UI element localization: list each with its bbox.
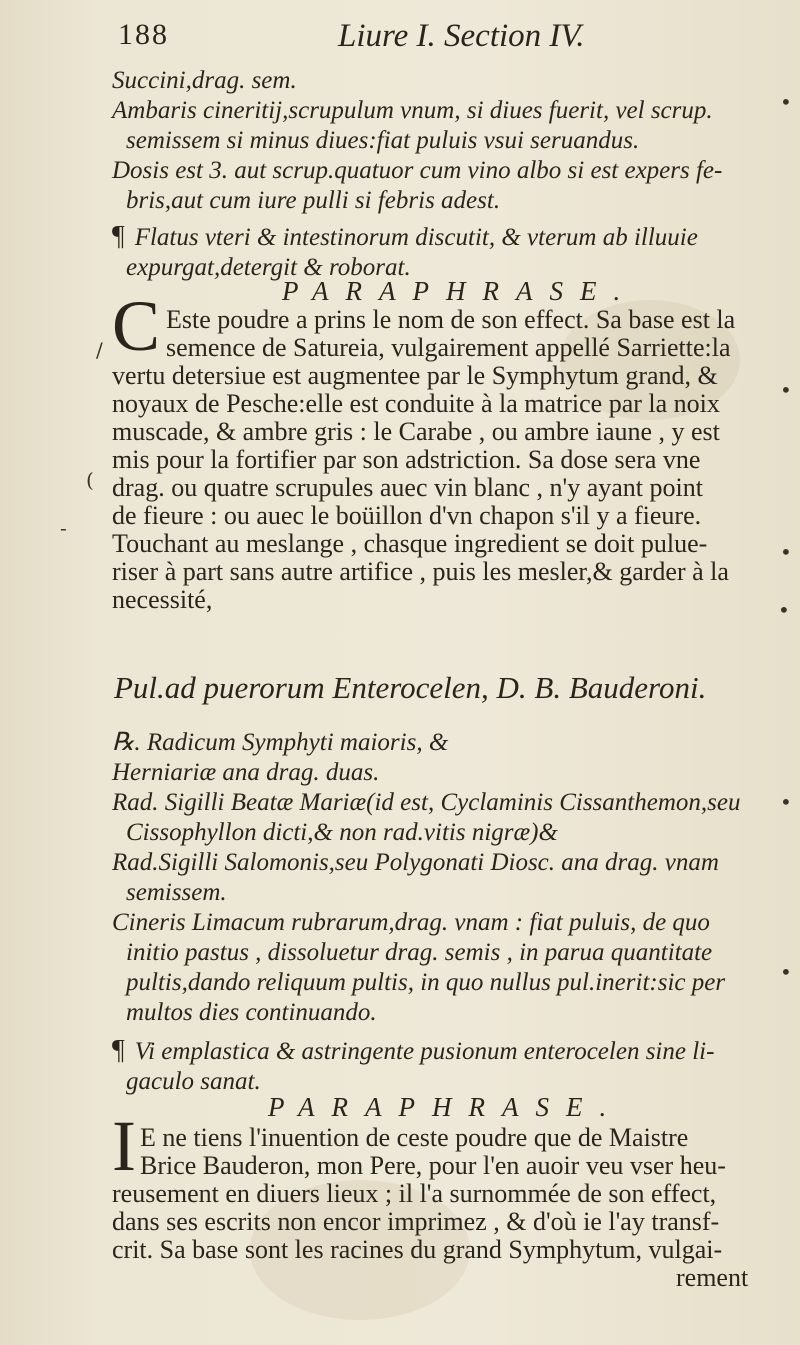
margin-mark: / bbox=[96, 338, 103, 362]
running-head: Liure I. Section IV. bbox=[338, 18, 585, 54]
latin-line: pultis,dando reliquum pultis, in quo nullus pul.inerit:sic per bbox=[126, 969, 726, 996]
french-line: crit. Sa base sont les racines du grand Symphytum, vulgai- bbox=[112, 1235, 723, 1264]
latin-note-1 bbox=[112, 222, 772, 283]
paraphrase-2-first-lines bbox=[140, 1124, 776, 1180]
latin-line: Cineris Limacum rubrarum,drag. vnam : fiat puluis, de quo bbox=[112, 909, 710, 936]
latin-line: Rad. Sigilli Beatæ Mariæ(id est, Cyclaminis Cissanthemon,seu bbox=[112, 789, 741, 816]
pilcrow-icon: ¶ bbox=[112, 221, 125, 252]
latin-note-line: ¶ Flatus vteri & intestinorum discutit, & vterum ab illuuie bbox=[112, 221, 698, 252]
latin-note-line: ¶ Vi emplastica & astringente pusionum enterocelen sine li- bbox=[112, 1035, 715, 1066]
french-line: E ne tiens l'inuention de ceste poudre que de Maistre bbox=[140, 1123, 689, 1152]
paraphrase-title-1: PARAPHRASE. bbox=[282, 276, 638, 306]
latin-line: Ambaris cineritij,scrupulum vnum, si diues fuerit, vel scrup. bbox=[112, 97, 713, 124]
paraphrase-1-body bbox=[112, 362, 772, 614]
french-line: noyaux de Pesche:elle est conduite à la matrice par la noix bbox=[112, 389, 720, 418]
latin-line: Herniariæ ana drag. duas. bbox=[112, 759, 380, 786]
paraphrase-title-2: PARAPHRASE. bbox=[268, 1092, 624, 1122]
latin-note-2 bbox=[112, 1036, 772, 1097]
paraphrase-1-first-lines bbox=[166, 306, 776, 362]
margin-mark: • bbox=[778, 598, 790, 622]
french-line: muscade, & ambre gris : le Carabe , ou ambre iaune , y est bbox=[112, 417, 720, 446]
latin-line: Cissophyllon dicti,& non rad.vitis nigræ)& bbox=[126, 819, 558, 846]
french-line: necessité, bbox=[112, 585, 213, 614]
latin-line: bris,aut cum iure pulli si febris adest. bbox=[126, 187, 501, 214]
french-line: dans ses escrits non encor imprimez , & d'où ie l'ay transf- bbox=[112, 1207, 720, 1236]
latin-line: Dosis est 3. aut scrup.quatuor cum vino albo si est expers fe- bbox=[112, 157, 723, 184]
french-line: drag. ou quatre scrupules auec vin blanc , n'y ayant point bbox=[112, 473, 703, 502]
latin-line: ℞. Radicum Symphyti maioris, & bbox=[112, 729, 449, 756]
latin-line: multos dies continuando. bbox=[126, 999, 377, 1026]
page-header bbox=[118, 18, 758, 62]
catchword: rement bbox=[676, 1263, 749, 1292]
margin-mark: - bbox=[60, 516, 67, 540]
french-line: Touchant au meslange , chasque ingredient se doit pulue- bbox=[112, 529, 708, 558]
margin-mark: • bbox=[780, 90, 792, 114]
french-line: Brice Bauderon, mon Pere, pour l'en auoir veu vser heu- bbox=[140, 1151, 726, 1180]
latin-line: semissem si minus diues:fiat puluis vsui seruandus. bbox=[126, 127, 640, 154]
margin-mark: • bbox=[780, 790, 792, 814]
margin-mark: ( bbox=[86, 468, 94, 492]
margin-mark: • bbox=[780, 540, 792, 564]
margin-mark: • bbox=[780, 378, 792, 402]
french-line: riser à part sans autre artifice , puis les mesler,& garder à la bbox=[112, 557, 729, 586]
french-line: vertu detersiue est augmentee par le Symphytum grand, & bbox=[112, 361, 718, 390]
latin-line: Succini,drag. sem. bbox=[112, 67, 297, 94]
latin-recipe-1 bbox=[112, 66, 772, 216]
french-line: semence de Satureia, vulgairement appellé Sarriette:la bbox=[166, 333, 731, 362]
latin-note-line: expurgat,detergit & roborat. bbox=[126, 254, 411, 281]
french-line: de fieure : ou auec le boüillon d'vn chapon s'il y a fieure. bbox=[112, 501, 702, 530]
latin-recipe-2 bbox=[112, 728, 772, 1028]
paraphrase-2-body bbox=[112, 1180, 772, 1264]
french-line: Este poudre a prins le nom de son effect. Sa base est la bbox=[166, 305, 736, 334]
latin-line: semissem. bbox=[126, 879, 227, 906]
drop-cap: C bbox=[112, 286, 161, 366]
margin-mark: • bbox=[780, 960, 792, 984]
drop-cap: I bbox=[112, 1106, 136, 1186]
pilcrow-icon: ¶ bbox=[112, 1035, 125, 1066]
latin-line: Rad.Sigilli Salomonis,seu Polygonati Diosc. ana drag. vnam bbox=[112, 849, 719, 876]
page-number: 188 bbox=[118, 18, 169, 51]
latin-line: initio pastus , dissoluetur drag. semis , in parua quantitate bbox=[126, 939, 713, 966]
latin-note-line: gaculo sanat. bbox=[126, 1068, 261, 1095]
french-line: mis pour la fortifier par son adstriction. Sa dose sera vne bbox=[112, 445, 701, 474]
recipe-heading: Pul.ad puerorum Enterocelen, D. B. Bauderoni. bbox=[114, 670, 707, 705]
french-line: reusement en diuers lieux ; il l'a surnommée de son effect, bbox=[112, 1179, 717, 1208]
